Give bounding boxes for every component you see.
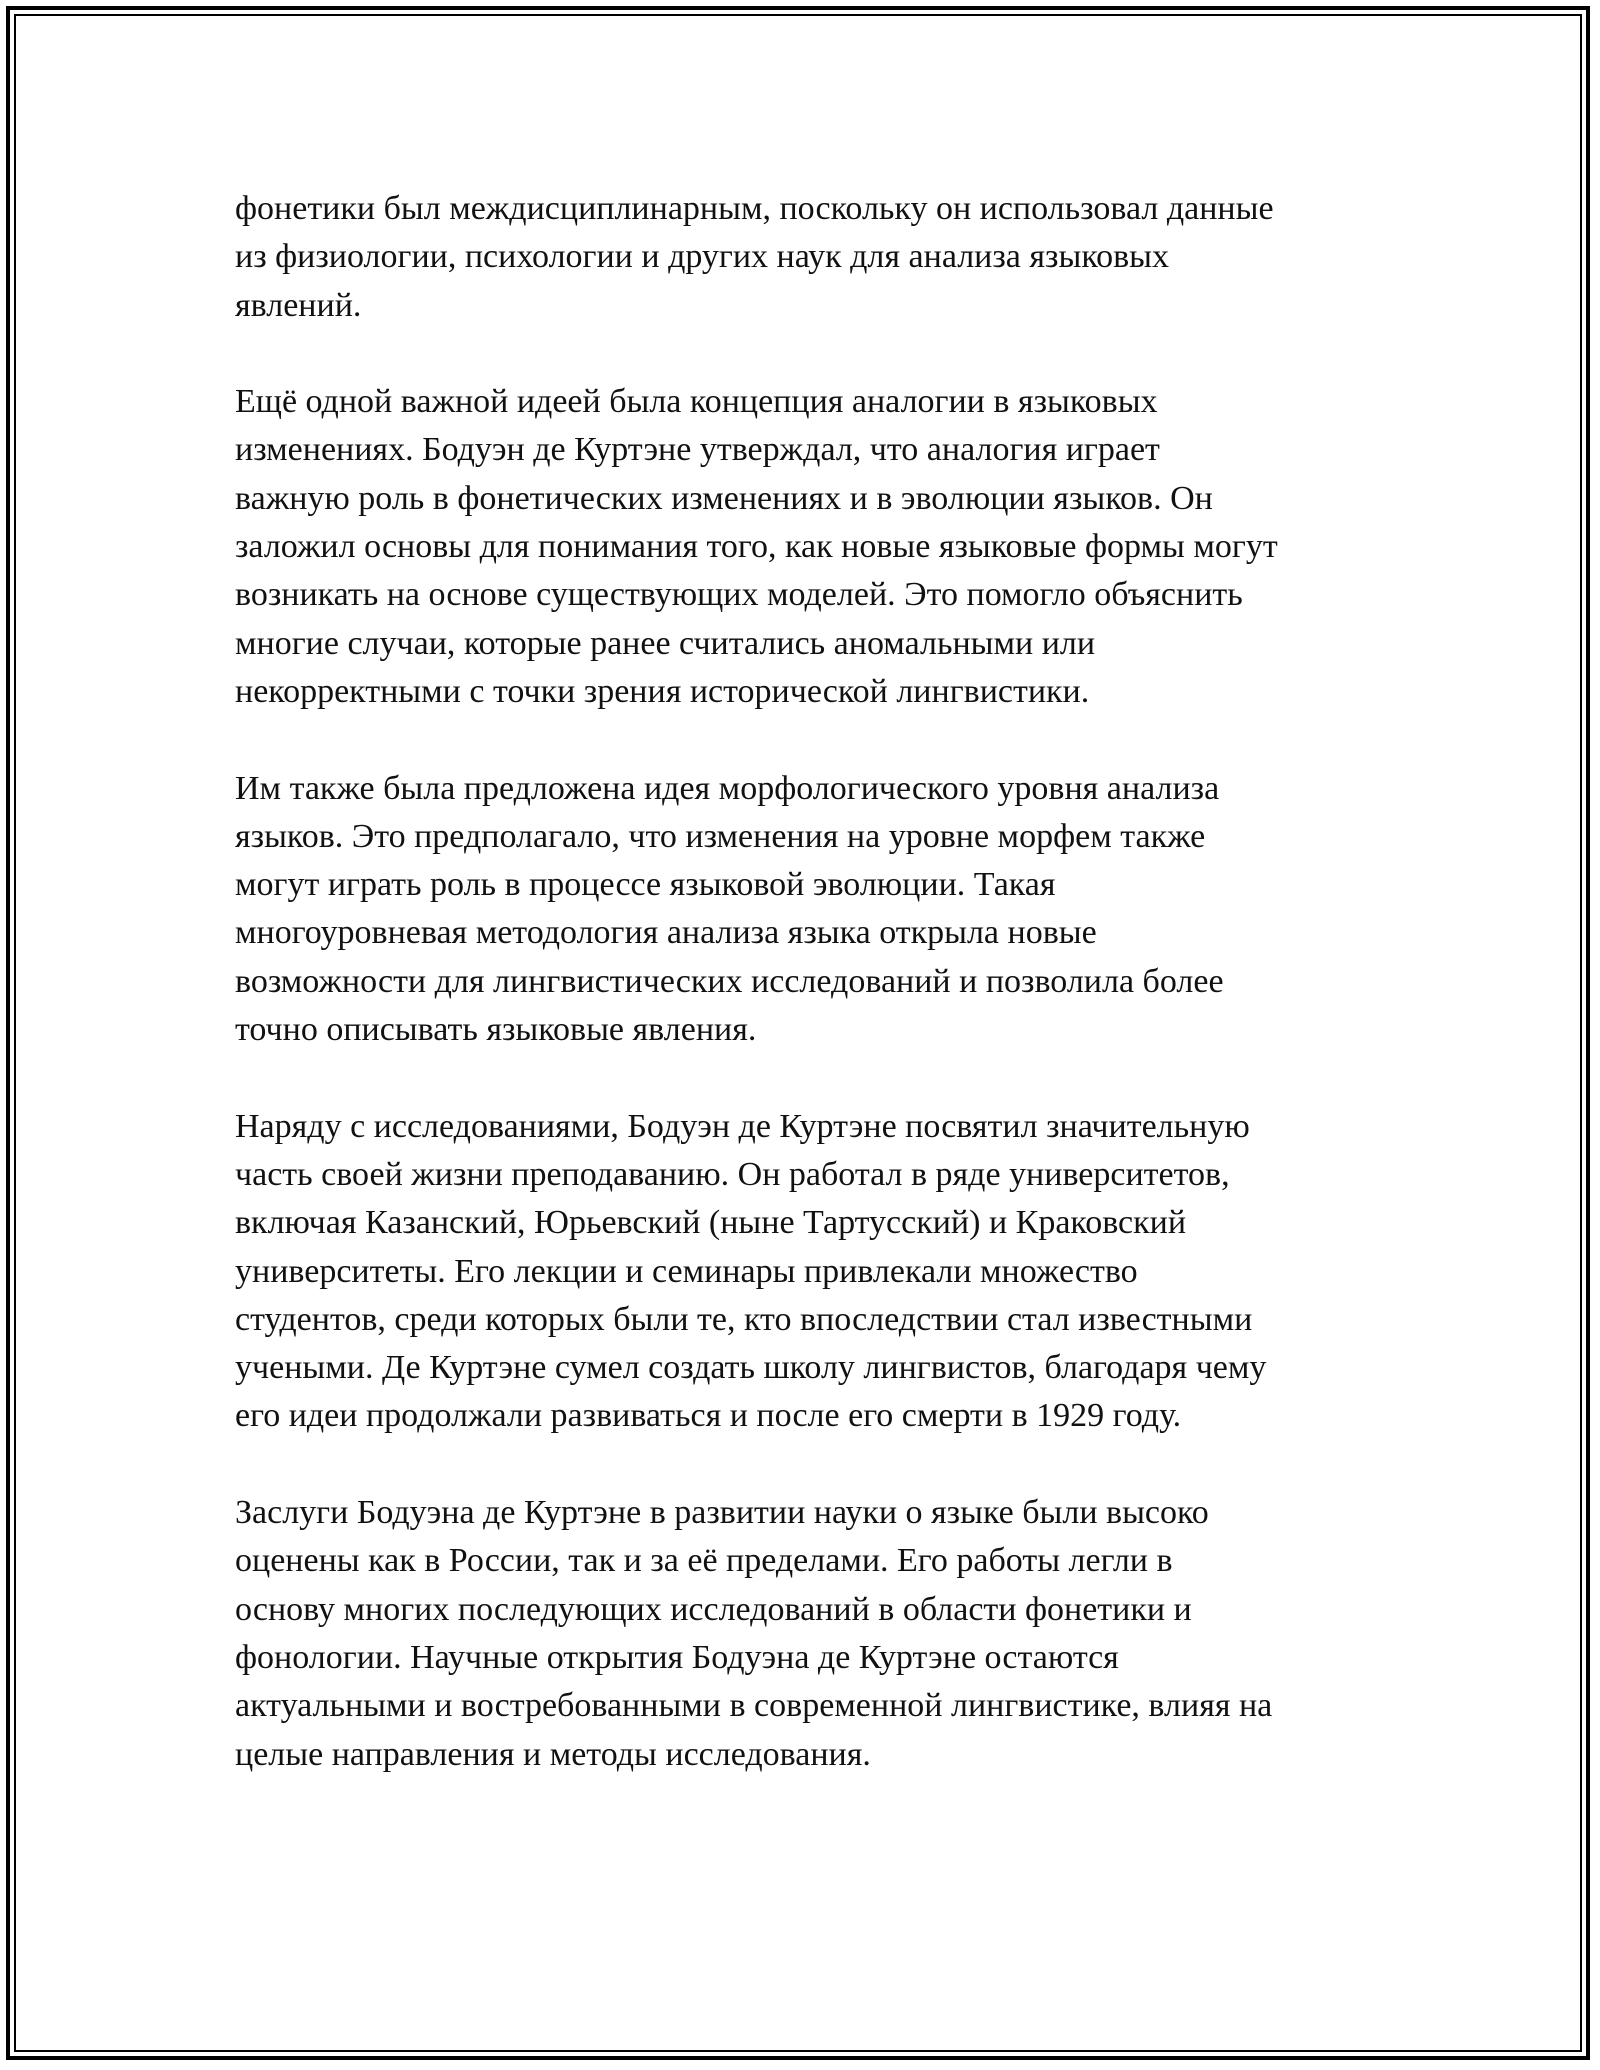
text-line: Ещё одной важной идеей была концепция аналогии в языковых (235, 383, 1158, 421)
text-line: важную роль в фонетических изменениях и в эволюции языков. Он (235, 479, 1213, 517)
paragraph-4 (235, 1103, 1375, 1441)
text-line: из физиологии, психологии и других наук для анализа языковых (235, 238, 1170, 276)
text-line: изменениях. Бодуэн де Куртэне утверждал, что аналогия играет (235, 431, 1160, 469)
text-line: заложил основы для понимания того, как новые языковые формы могут (235, 528, 1278, 566)
text-line: часть своей жизни преподаванию. Он работал в ряде университетов, (235, 1155, 1230, 1193)
text-line: многие случаи, которые ранее считались аномальными или (235, 624, 1096, 662)
text-line: некорректными с точки зрения исторической лингвистики. (235, 672, 1090, 710)
text-line: возникать на основе существующих моделей. Это помогло объяснить (235, 576, 1243, 614)
text-line: оценены как в России, так и за её пределами. Его работы легли в (235, 1542, 1173, 1580)
text-line: Им также была предложена идея морфологического уровня анализа (235, 769, 1220, 807)
text-line: включая Казанский, Юрьевский (ныне Тартусский) и Краковский (235, 1204, 1187, 1242)
paragraph-5 (235, 1489, 1375, 1779)
text-line: могут играть роль в процессе языковой эволюции. Такая (235, 866, 1056, 904)
text-line: фонетики был междисциплинарным, поскольку он использовал данные (235, 190, 1274, 227)
text-line: целые направления и методы исследования. (235, 1735, 871, 1773)
text-line: учеными. Де Куртэне сумел создать школу лингвистов, благодаря чему (235, 1349, 1267, 1387)
text-line: языков. Это предполагало, что изменения на уровне морфем также (235, 817, 1206, 855)
text-line: актуальными и востребованными в современной лингвистике, влияя на (235, 1687, 1273, 1725)
text-line: университеты. Его лекции и семинары привлекали множество (235, 1252, 1138, 1290)
text-line: основу многих последующих исследований в области фонетики и (235, 1590, 1192, 1628)
paragraph-1 (235, 185, 1375, 330)
text-line: студентов, среди которых были те, кто впоследствии стал известными (235, 1300, 1253, 1338)
paragraph-3 (235, 765, 1375, 1055)
text-line: возможности для лингвистических исследований и позволила более (235, 962, 1224, 1000)
text-line: его идеи продолжали развиваться и после его смерти в 1929 году. (235, 1397, 1182, 1435)
text-line: многоуровневая методология анализа языка открыла новые (235, 914, 1097, 952)
text-line: Наряду с исследованиями, Бодуэн де Куртэне посвятил значительную (235, 1107, 1250, 1145)
text-line: Заслуги Бодуэна де Куртэне в развитии науки о языке были высоко (235, 1494, 1209, 1532)
text-line: явлений. (235, 286, 362, 324)
text-line: фонологии. Научные открытия Бодуэна де Куртэне остаются (235, 1638, 1119, 1676)
text-line: точно описывать языковые явления. (235, 1011, 757, 1049)
document-body (235, 185, 1375, 1827)
paragraph-2 (235, 378, 1375, 716)
